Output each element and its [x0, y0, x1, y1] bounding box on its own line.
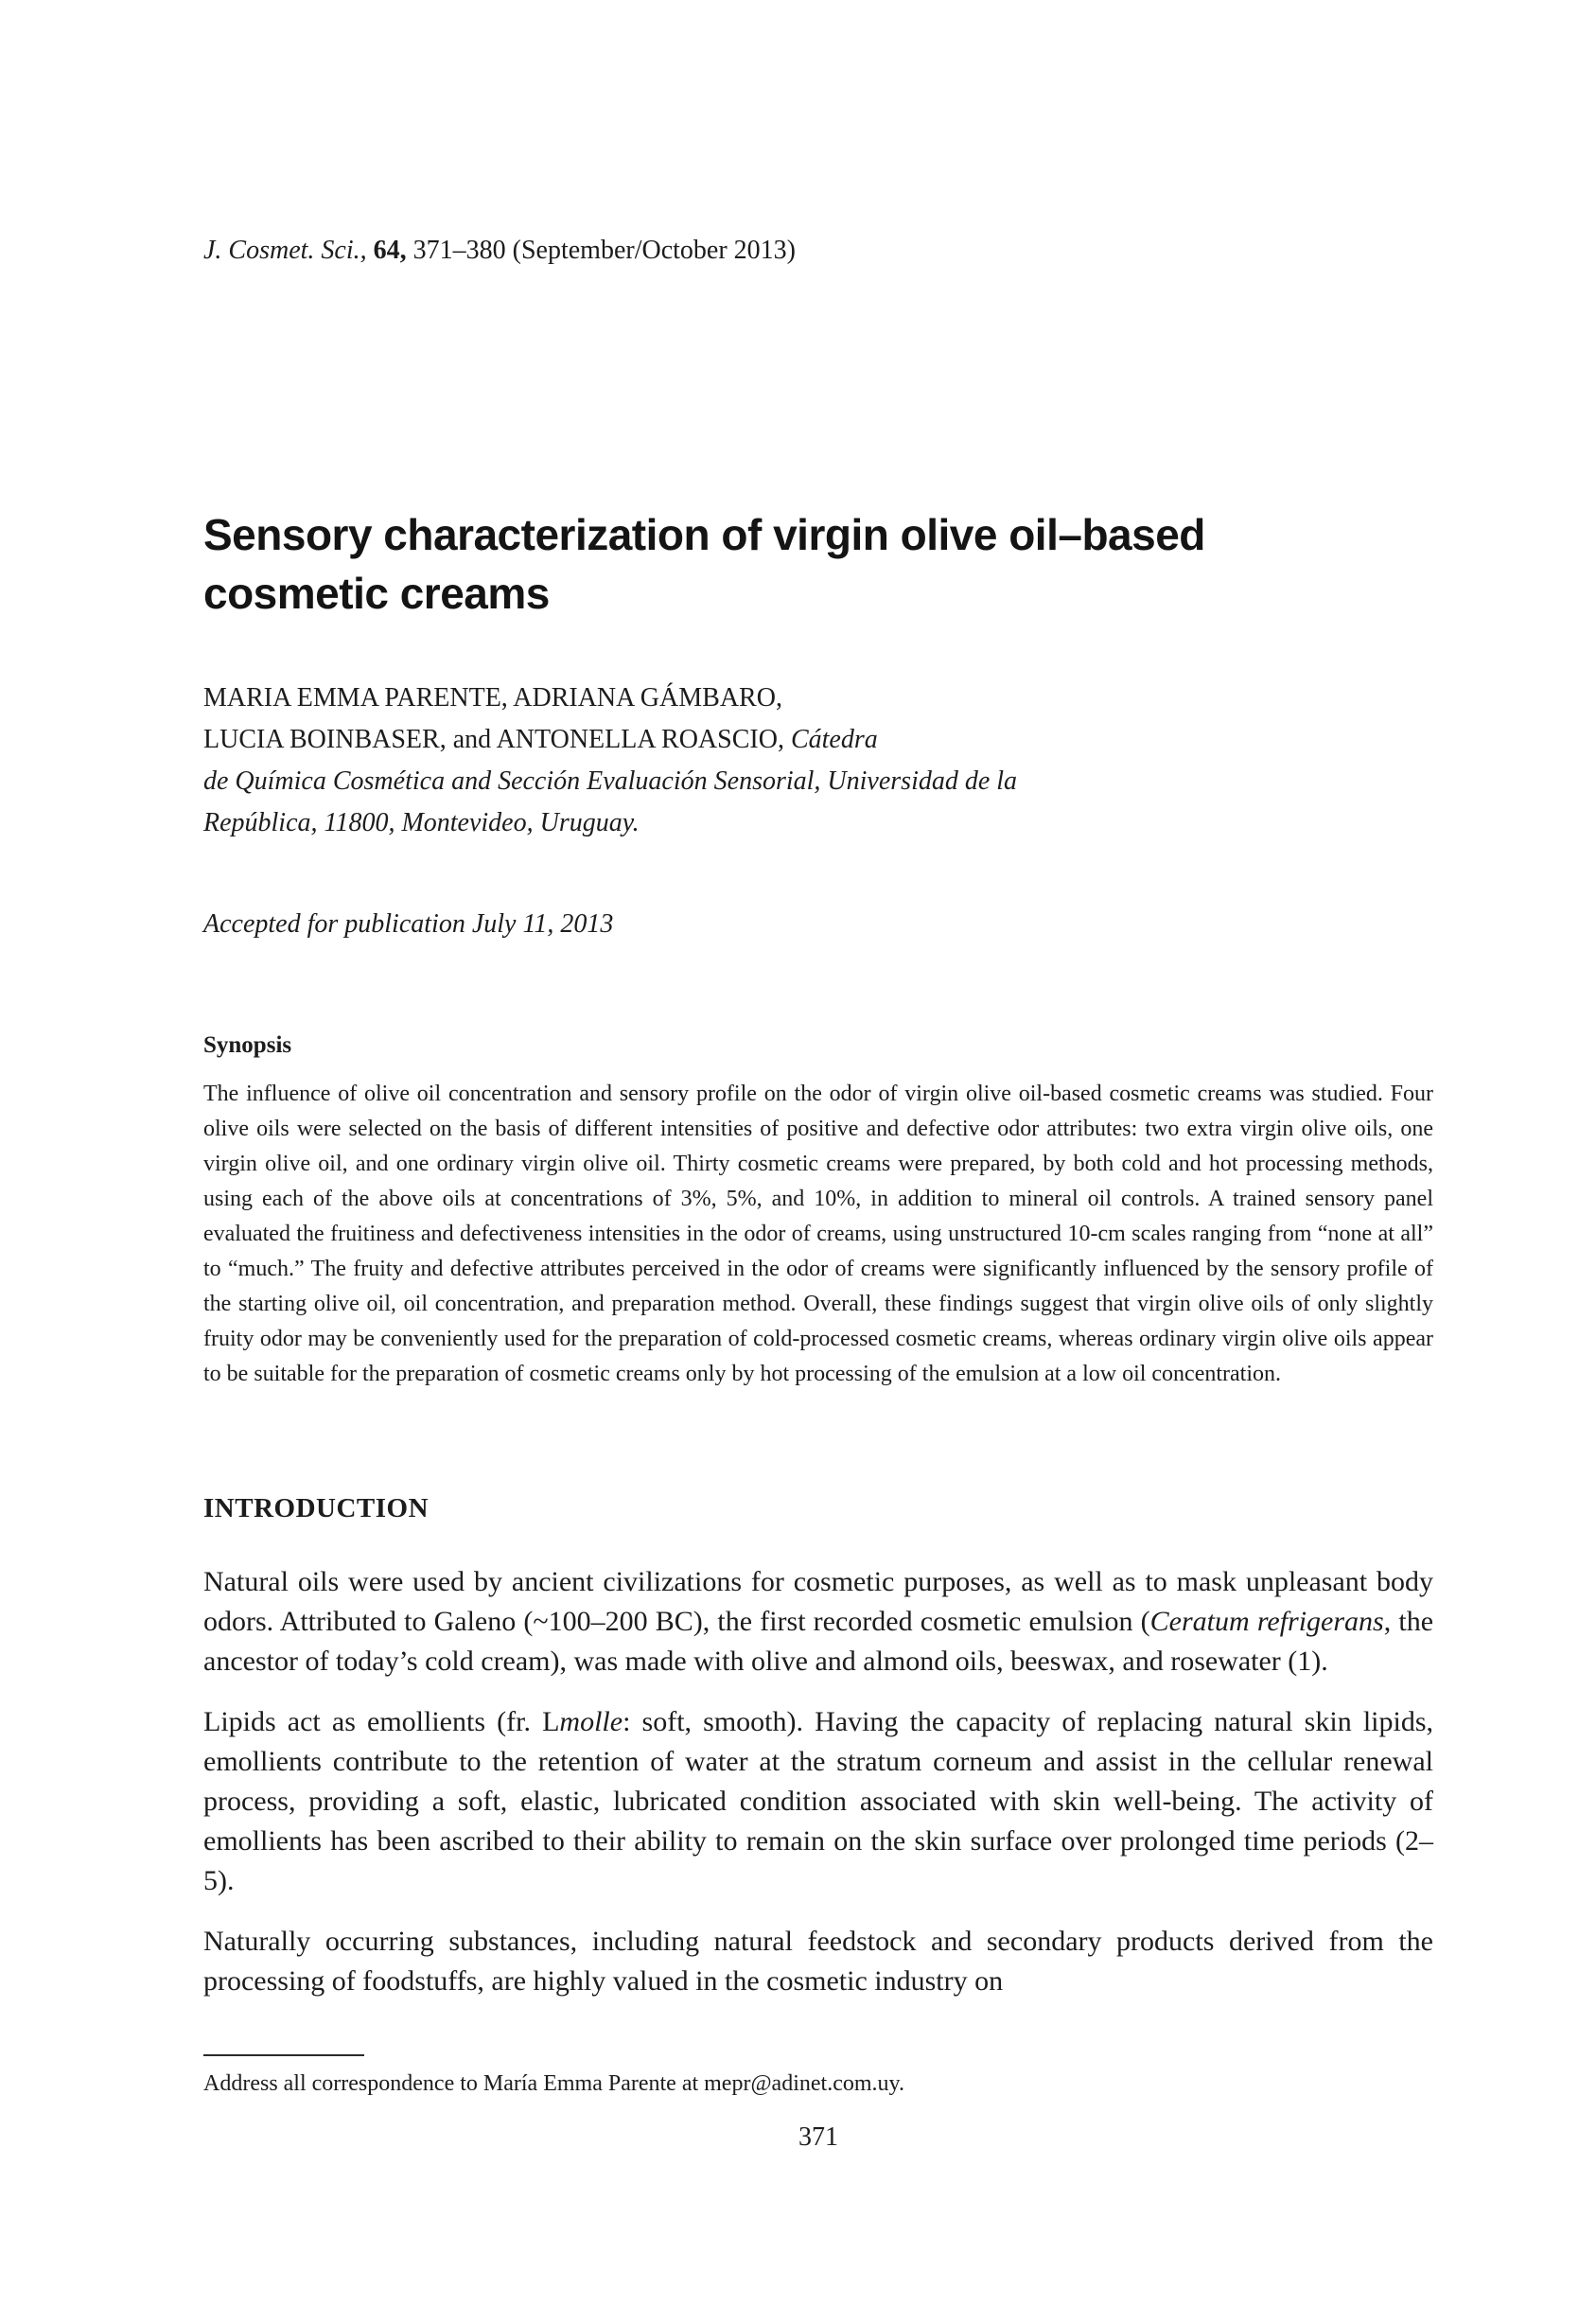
author-names-line1: MARIA EMMA PARENTE, ADRIANA GÁMBARO, [203, 683, 782, 713]
article-title-line2: cosmetic creams [203, 569, 550, 618]
synopsis-heading: Synopsis [203, 1032, 292, 1058]
synopsis-text: The influence of olive oil concentration and sensory profile on the odor of virgin olive oil-based cosmetic creams was studied. Four olive oils were selected on the basis of different intensities of positive and defective odor attributes: two extra virgin olive oils, one virgin olive oil, and one ordinary virgin olive oil. Thirty cosmetic creams were prepared, by both cold and hot processing methods, using each of the above oils at concentrations of 3%, 5%, and 10%, in addition to mineral oil controls. A trained sensory panel evaluated the fruitiness and defectiveness intensities in the odor of creams, using unstructured 10-cm scales ranging from “none at all” to “much.” The fruity and defective attributes perceived in the odor of creams were significantly influenced by the sensory profile of the starting olive oil, oil concentration, and preparation method. Overall, these findings suggest that virgin olive oils of only slightly fruity odor may be conveniently used for the preparation of cold-processed cosmetic creams, whereas ordinary virgin olive oils appear to be suitable for the preparation of cosmetic creams only by hot processing of the emulsion at a low oil concentration. [203, 1082, 1433, 1386]
authors-block [203, 678, 1433, 844]
intro-paragraph-2-text-cont: : soft, smooth). Having the capacity of replacing natural skin lipids, emollients contribute to the retention of water at the stratum corneum and assist in the cellular renewal process, providing a soft, elastic, lubricated condition associated with skin well-being. The activity of emollients has been ascribed to their ability to remain on the skin surface over prolonged time periods (2–5). [203, 1706, 1433, 1896]
journal-pages-issue: 371–380 (September/October 2013) [406, 236, 796, 265]
intro-paragraph-3: Naturally occurring substances, including natural feedstock and secondary products derived from the processing of foodstuffs, are highly valued in the cosmetic industry on [203, 1926, 1433, 1997]
page-number: 371 [798, 2122, 838, 2152]
correspondence-footnote: Address all correspondence to María Emma Parente at mepr@adinet.com.uy. [203, 2071, 904, 2096]
intro-paragraph-1-latin-term: Ceratum refrigerans [1149, 1606, 1384, 1637]
author-names-line2 [203, 719, 1433, 761]
affiliation-start: Cátedra [790, 725, 878, 754]
introduction-heading: INTRODUCTION [203, 1493, 430, 1523]
footnote-rule [203, 2054, 364, 2056]
intro-paragraph-1 [203, 1562, 1433, 1681]
intro-paragraph-2-text: Lipids act as emollients (fr. L [203, 1706, 560, 1737]
article-title [203, 505, 1433, 623]
journal-name: J. Cosmet. Sci., [203, 236, 367, 265]
accepted-note: Accepted for publication July 11, 2013 [203, 909, 614, 939]
intro-paragraph-1-text: Natural oils were used by ancient civilizations for cosmetic purposes, as well as to mask unpleasant body odors. Attributed to Galeno (~100–200 BC), the first recorded cosmetic emulsion ( [203, 1566, 1433, 1637]
journal-volume: 64, [366, 236, 407, 265]
intro-paragraph-1-text-cont: , the ancestor of today’s cold cream), was made with olive and almond oils, beeswax, and rosewater (1). [203, 1606, 1434, 1677]
affiliation-line3: República, 11800, Montevideo, Uruguay. [203, 808, 640, 837]
journal-citation [203, 235, 1433, 267]
intro-paragraph-2 [203, 1702, 1433, 1901]
author-names: LUCIA BOINBASER, and ANTONELLA ROASCIO, [203, 725, 791, 754]
intro-paragraph-2-french-term: molle [559, 1706, 623, 1737]
affiliation-line2: de Química Cosmética and Sección Evaluación Sensorial, Universidad de la [203, 766, 1018, 796]
article-title-line1: Sensory characterization of virgin olive oil–based [203, 510, 1205, 559]
